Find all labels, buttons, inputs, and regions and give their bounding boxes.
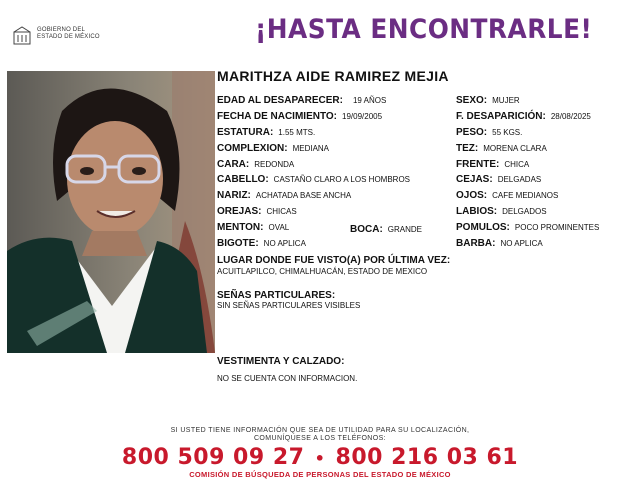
government-logo-text bbox=[37, 27, 100, 41]
field-label: FECHA DE NACIMIENTO: bbox=[217, 111, 337, 122]
field-label: EDAD AL DESAPARECER: bbox=[217, 95, 343, 106]
field-label: PESO: bbox=[456, 127, 488, 138]
field-ojos bbox=[456, 190, 558, 201]
field-label: FRENTE: bbox=[456, 159, 500, 170]
phone-separator: • bbox=[314, 448, 326, 468]
field-label: NARIZ: bbox=[217, 190, 251, 201]
field-label: OJOS: bbox=[456, 190, 488, 201]
field-label: OREJAS: bbox=[217, 206, 262, 217]
field-frente bbox=[456, 159, 529, 170]
field-value: DELGADAS bbox=[497, 175, 542, 184]
marks-value: SIN SEÑAS PARTICULARES VISIBLES bbox=[217, 301, 361, 310]
clothing-value: NO SE CUENTA CON INFORMACION. bbox=[217, 374, 358, 383]
field-cejas bbox=[456, 174, 541, 185]
state-emblem-icon bbox=[12, 26, 32, 46]
field-cabello bbox=[217, 174, 410, 185]
field-value: 19/09/2005 bbox=[342, 112, 383, 121]
field-value: NO APLICA bbox=[500, 239, 543, 248]
gov-line-1: GOBIERNO DEL bbox=[37, 27, 86, 33]
clothing-label: VESTIMENTA Y CALZADO: bbox=[217, 356, 345, 367]
field-value: ACHATADA BASE ANCHA bbox=[255, 191, 352, 200]
field-estatura bbox=[217, 127, 315, 138]
field-value: 19 AÑOS bbox=[352, 96, 387, 105]
field-complexion bbox=[217, 143, 329, 154]
field-value: MUJER bbox=[492, 96, 520, 105]
contact-info-line-2: COMUNÍQUESE A LOS TELÉFONOS: bbox=[253, 435, 387, 442]
field-value: CHICAS bbox=[266, 207, 297, 216]
field-label: MENTON: bbox=[217, 222, 264, 233]
field-label: POMULOS: bbox=[456, 222, 510, 233]
field-label: CABELLO: bbox=[217, 174, 269, 185]
field-value: CAFE MEDIANOS bbox=[492, 191, 559, 200]
field-peso bbox=[456, 127, 522, 138]
field-value: NO APLICA bbox=[263, 239, 306, 248]
field-labios bbox=[456, 206, 547, 217]
field-label: SEXO: bbox=[456, 95, 488, 106]
contact-info-line-1: SI USTED TIENE INFORMACIÓN QUE SEA DE UTILIDAD PARA SU LOCALIZACIÓN, bbox=[170, 427, 470, 434]
field-bigote bbox=[217, 238, 306, 249]
phone-number-1[interactable]: 800 509 09 27 bbox=[121, 445, 305, 470]
phone-numbers bbox=[0, 445, 640, 470]
field-label: BIGOTE: bbox=[217, 238, 259, 249]
field-tez bbox=[456, 143, 547, 154]
field-nariz bbox=[217, 190, 351, 201]
field-fecha-desaparicion bbox=[456, 111, 591, 122]
field-fecha-nacimiento bbox=[217, 111, 382, 122]
field-label: CEJAS: bbox=[456, 174, 493, 185]
field-label: LABIOS: bbox=[456, 206, 498, 217]
missing-person-photo bbox=[7, 71, 215, 353]
field-value: MORENA CLARA bbox=[483, 144, 547, 153]
last-seen-label: LUGAR DONDE FUE VISTO(A) POR ÚLTIMA VEZ: bbox=[217, 255, 451, 266]
field-label: BARBA: bbox=[456, 238, 496, 249]
field-barba bbox=[456, 238, 543, 249]
field-value: POCO PROMINENTES bbox=[514, 223, 600, 232]
last-seen-value: ACUITLAPILCO, CHIMALHUACÁN, ESTADO DE MEXICO bbox=[217, 267, 428, 276]
field-label: CARA: bbox=[217, 159, 250, 170]
field-value: 55 KGS. bbox=[492, 128, 523, 137]
field-sexo bbox=[456, 95, 520, 106]
field-value: DELGADOS bbox=[502, 207, 547, 216]
field-value: CASTAÑO CLARO A LOS HOMBROS bbox=[273, 175, 410, 184]
field-boca bbox=[350, 224, 422, 235]
person-name: MARITHZA AIDE RAMIREZ MEJIA bbox=[217, 68, 449, 84]
field-value: OVAL bbox=[268, 223, 290, 232]
field-edad bbox=[217, 95, 386, 106]
commission-name: COMISIÓN DE BÚSQUEDA DE PERSONAS DEL ESTADO DE MÉXICO bbox=[189, 470, 451, 479]
field-value: 1.55 MTS. bbox=[278, 128, 316, 137]
field-orejas bbox=[217, 206, 297, 217]
field-label: BOCA: bbox=[350, 224, 383, 235]
phone-number-2[interactable]: 800 216 03 61 bbox=[335, 445, 519, 470]
headline: ¡HASTA ENCONTRARLE! bbox=[255, 14, 593, 45]
field-value: GRANDE bbox=[387, 225, 423, 234]
field-label: ESTATURA: bbox=[217, 127, 274, 138]
field-label: COMPLEXION: bbox=[217, 143, 288, 154]
field-cara bbox=[217, 159, 294, 170]
field-menton bbox=[217, 222, 289, 233]
field-label: TEZ: bbox=[456, 143, 479, 154]
field-pomulos bbox=[456, 222, 599, 233]
field-value: REDONDA bbox=[254, 160, 295, 169]
gov-line-2: ESTADO DE MÉXICO bbox=[37, 34, 100, 40]
field-value: MEDIANA bbox=[292, 144, 330, 153]
field-value: CHICA bbox=[504, 160, 530, 169]
marks-label: SEÑAS PARTICULARES: bbox=[217, 290, 336, 301]
field-value: 28/08/2025 bbox=[550, 112, 591, 121]
field-label: F. DESAPARICIÓN: bbox=[456, 111, 546, 122]
